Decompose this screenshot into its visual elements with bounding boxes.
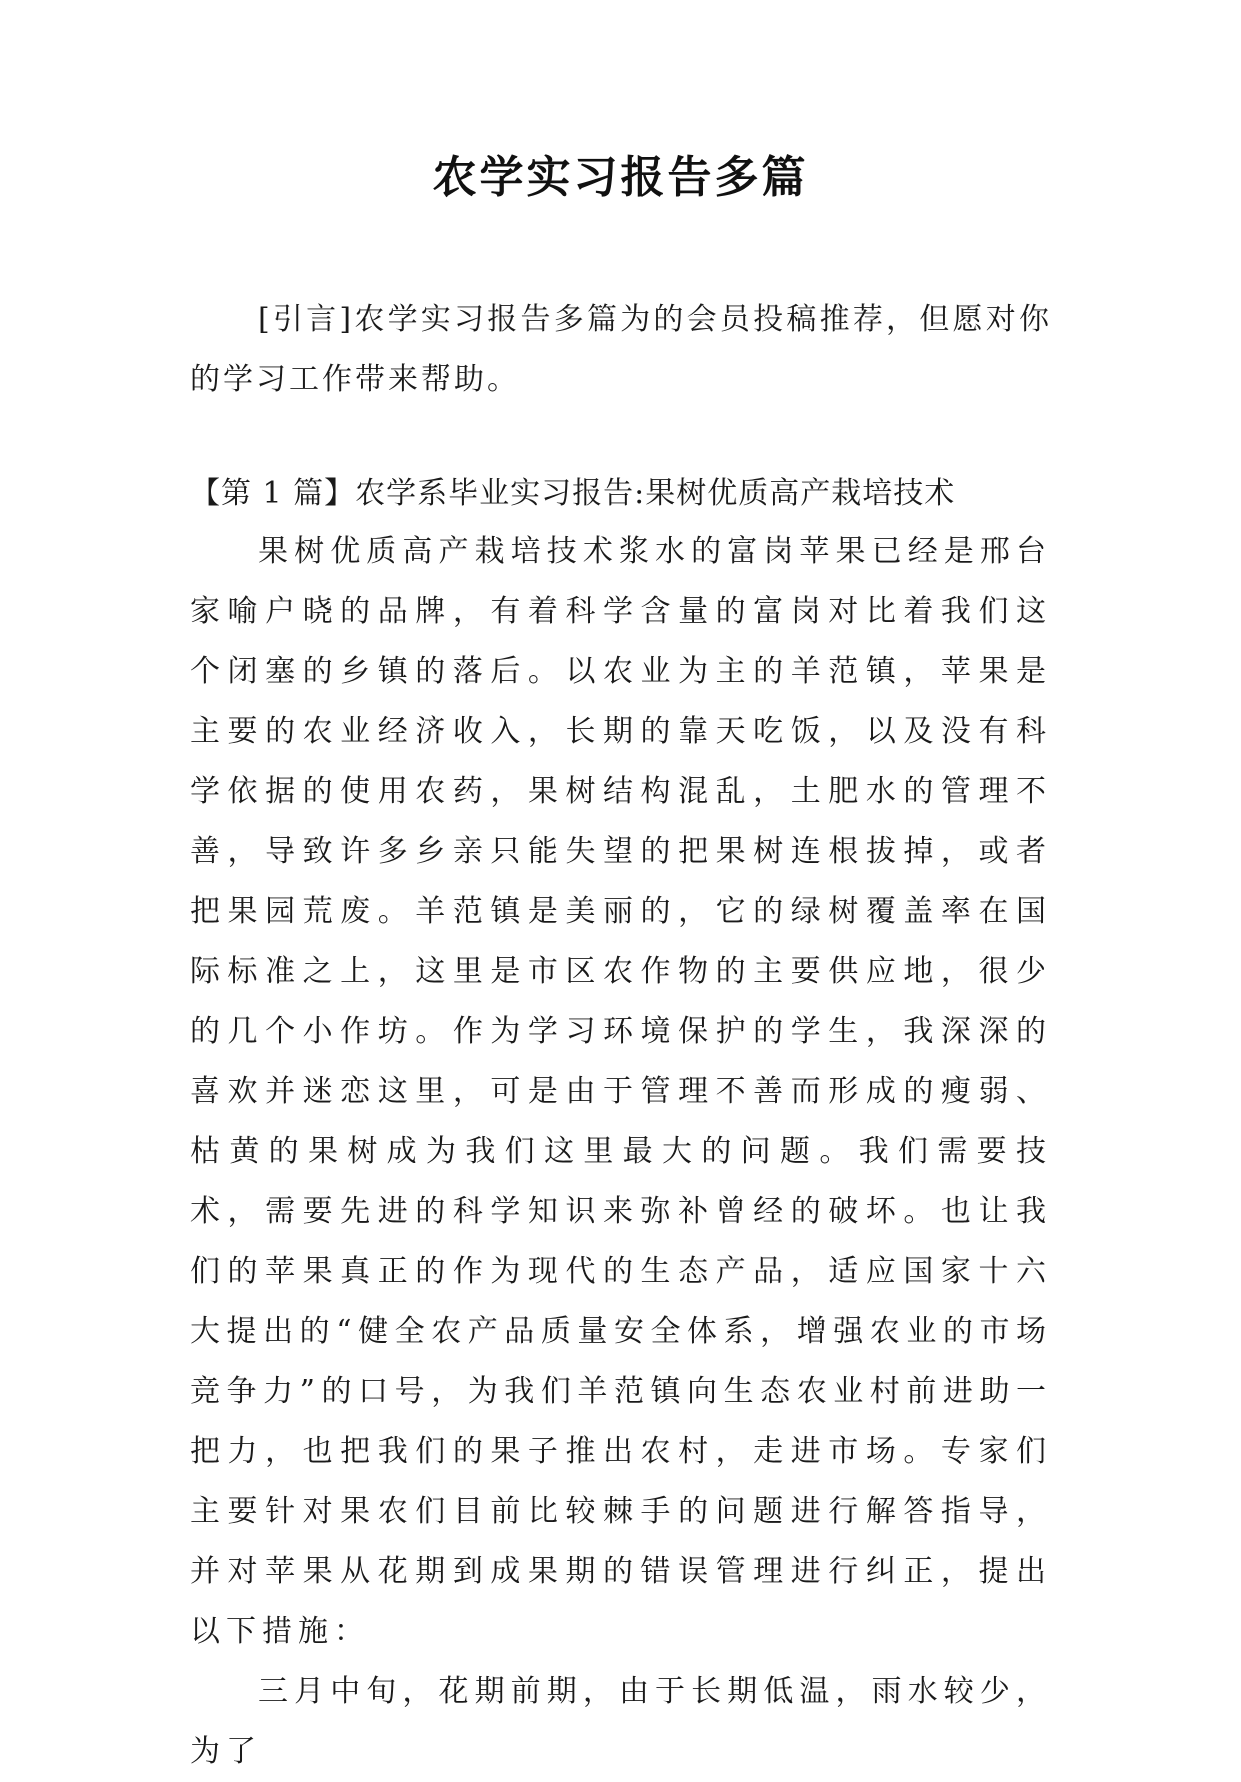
intro-paragraph: [引言]农学实习报告多篇为的会员投稿推荐，但愿对你的学习工作带来帮助。 — [190, 302, 1052, 397]
body-paragraph: 果树优质高产栽培技术浆水的富岗苹果已经是邢台家喻户晓的品牌，有着科学含量的富岗对比着我们这个闭塞的乡镇的落后。以农业为主的羊范镇，苹果是主要的农业经济收入，长期的靠天吃饭，以及没有科学依据的使用农药，果树结构混乱，土肥水的管理不善，导致许多乡亲只能失望的把果树连根拔掉，或者把果园荒废。羊范镇是美丽的，它的绿树覆盖率在国际标准之上，这里是市区农作物的主要供应地，很少的几个小作坊。作为学习环境保护的学生，我深深的喜欢并迷恋这里，可是由于管理不善而形成的瘦弱、枯黄的果树成为我们这里最大的问题。我们需要技术，需要先进的科学知识来弥补曾经的破坏。也让我们的苹果真正的作为现代的生态产品，适应国家十六大提出的“健全农产品质量安全体系，增强农业的市场竞争力”的口号，为我们羊范镇向生态农业村前进助一把力，也把我们的果子推出农村，走进市场。专家们主要针对果农们目前比较棘手的问题进行解答指导，并对苹果从花期到成果期的错误管理进行纠正，提出以下措施： — [190, 534, 1052, 1649]
section-heading: 【第 1 篇】农学系毕业实习报告:果树优质高产栽培技术 — [190, 476, 956, 511]
article-body — [190, 522, 1052, 1782]
body-paragraph: 三月中旬，花期前期，由于长期低温，雨水较少，为了 — [190, 1674, 1052, 1769]
document-title: 农学实习报告多篇 — [432, 152, 809, 203]
